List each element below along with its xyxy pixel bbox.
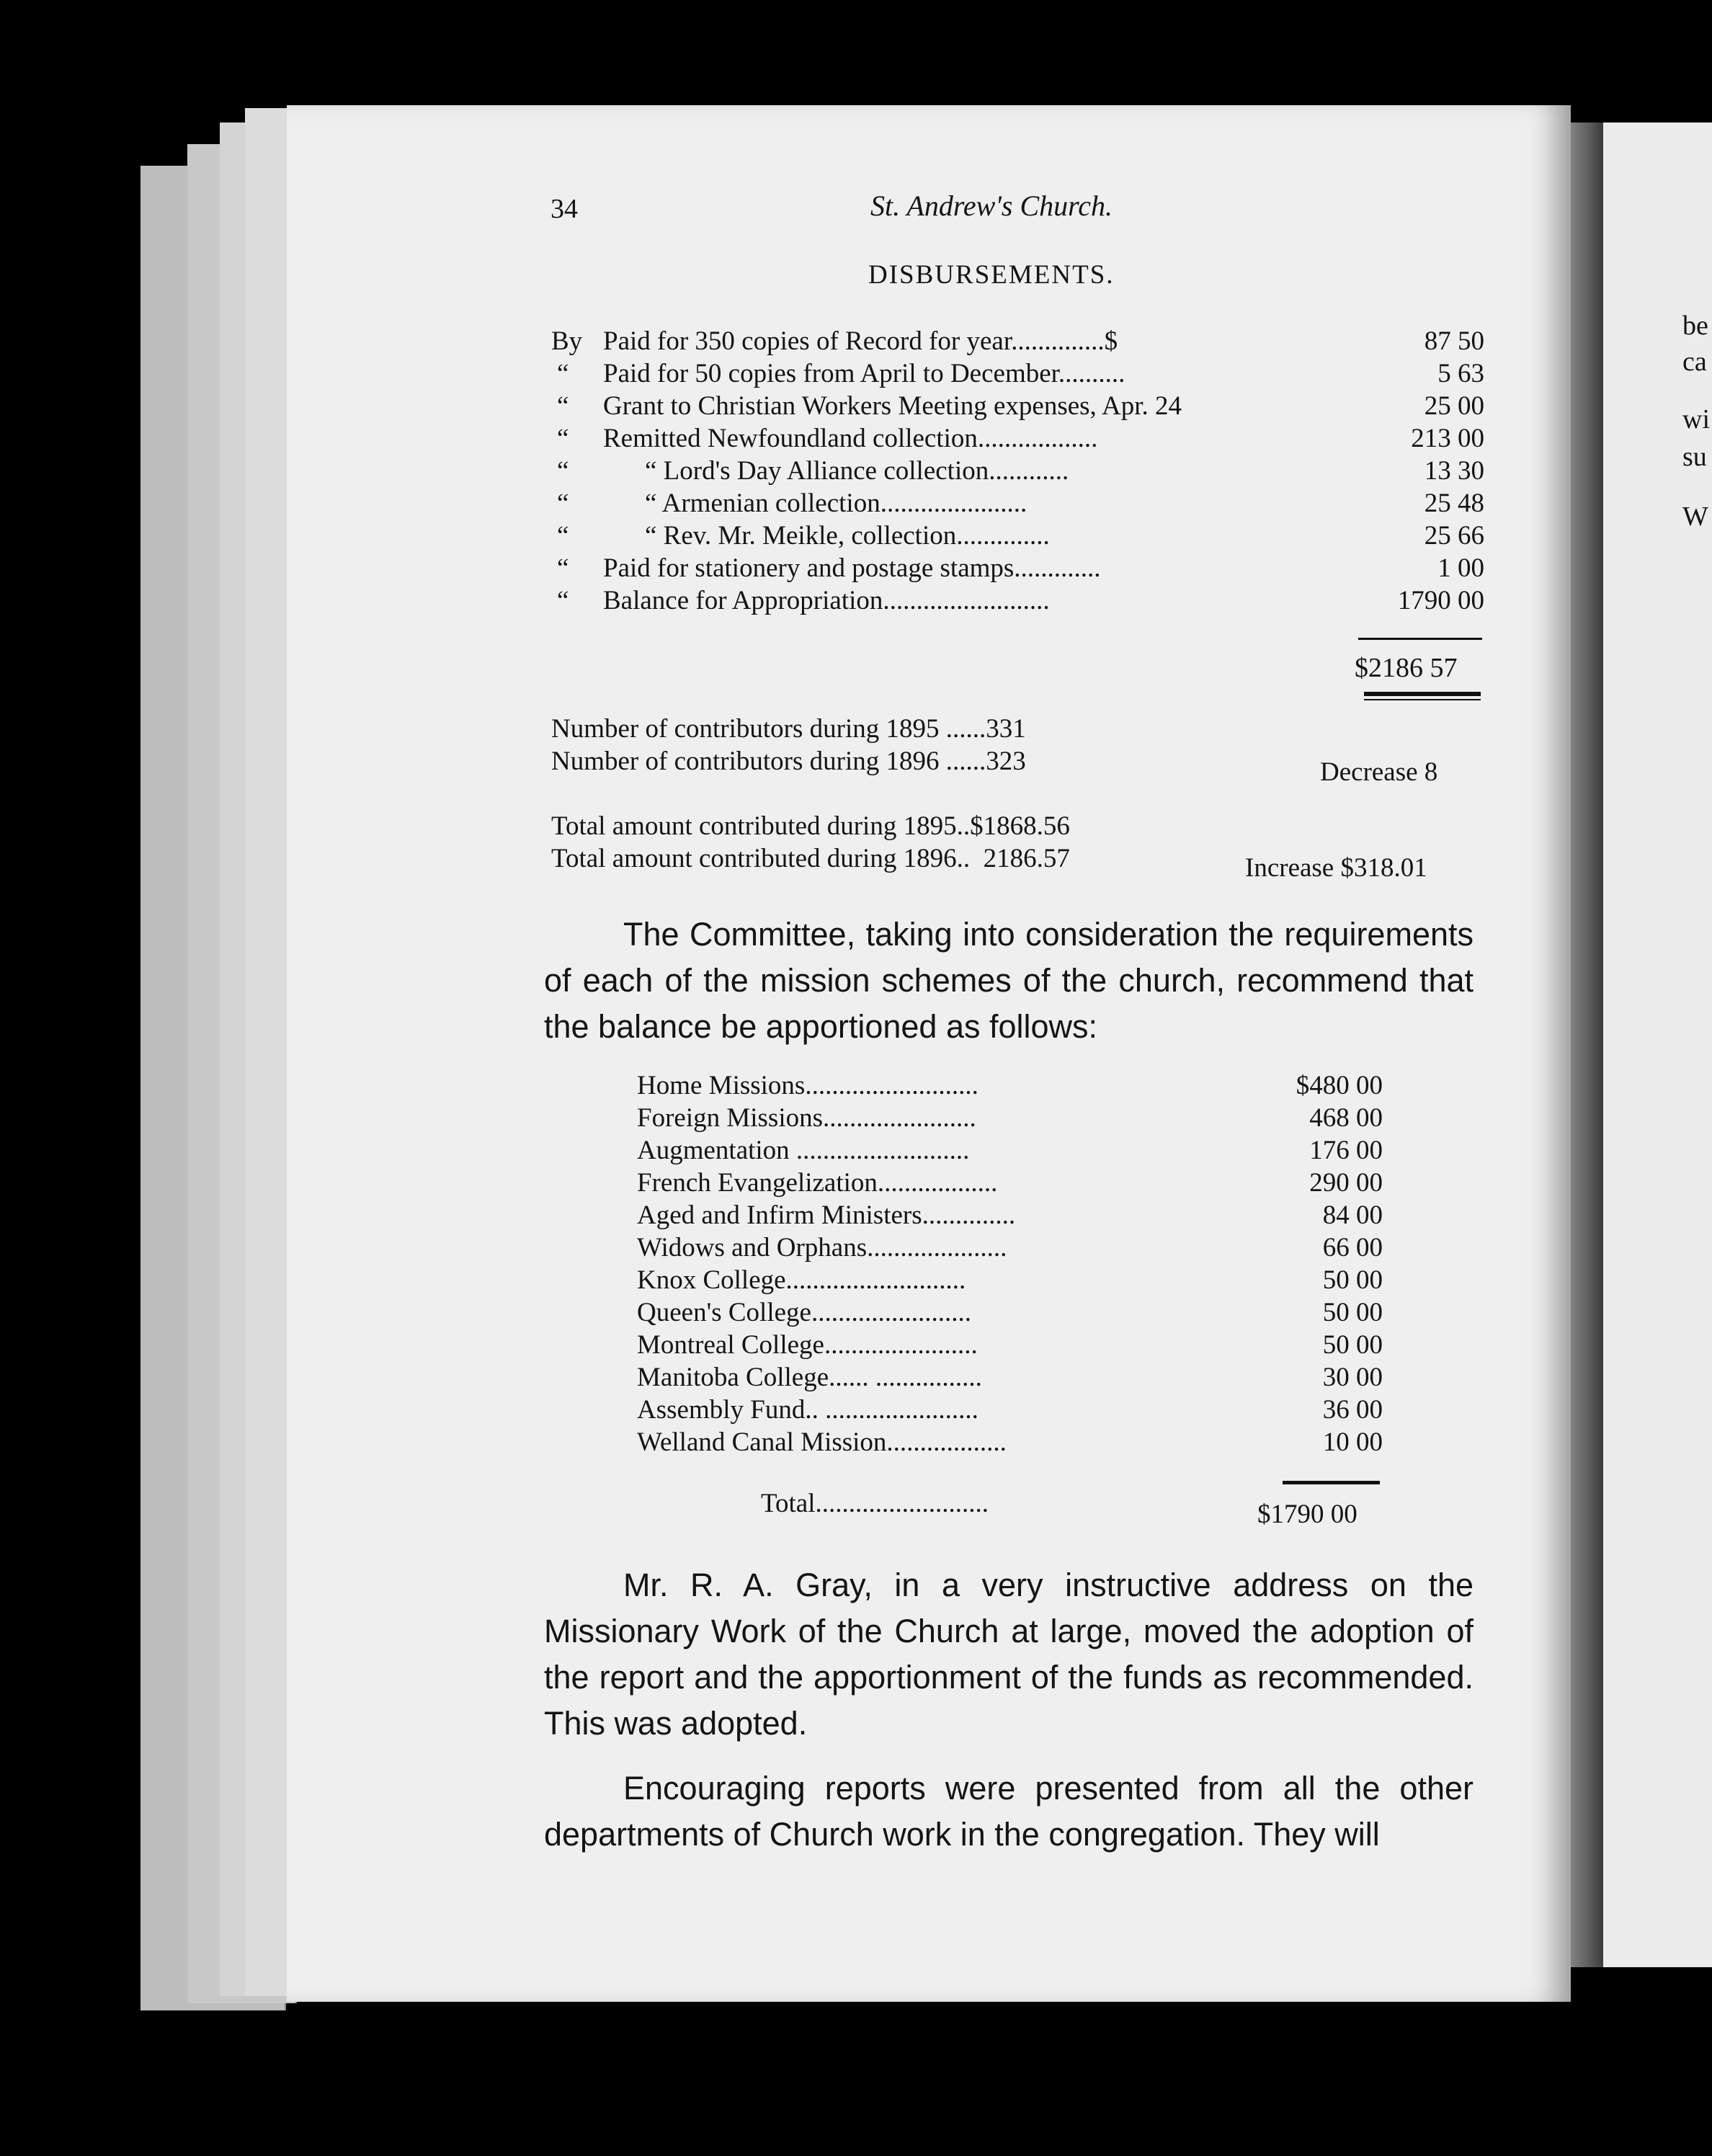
row-amount: 84 00 (1322, 1200, 1383, 1230)
row-label: Assembly Fund.. ....................... (637, 1395, 978, 1425)
row-amount: 36 00 (1322, 1395, 1383, 1425)
apportionment-row (637, 1297, 1383, 1329)
paragraph-text: Encouraging reports were presented from all the other departments of Church work in the congregation. They will (544, 1770, 1474, 1853)
double-rule (1364, 699, 1481, 700)
double-rule (1364, 692, 1481, 696)
paragraph-committee (544, 912, 1474, 1050)
running-title: St. Andrew's Church. (870, 190, 1113, 222)
paragraph-text: Mr. R. A. Gray, in a very instructive address on the Missionary Work of the Church at large, moved the adoption of the report and the apportionment of the funds as recommended. This was adopted. (544, 1567, 1474, 1742)
facing-fragment: ca (1682, 347, 1707, 377)
row-label: Manitoba College...... ................ (637, 1363, 982, 1392)
row-mark: By (551, 326, 583, 356)
row-mark: “ (557, 424, 569, 453)
amount-change: Increase $318.01 (1245, 853, 1427, 883)
row-mark: “ (557, 553, 569, 583)
row-label: Home Missions.......................... (637, 1071, 978, 1100)
row-amount: 13 30 (1424, 456, 1484, 486)
disbursement-row (551, 423, 1484, 455)
row-text: Remitted Newfoundland collection.................. (603, 424, 1098, 453)
row-amount: 25 66 (1424, 521, 1484, 551)
row-amount: 25 00 (1424, 391, 1484, 421)
apportionment-row (637, 1329, 1383, 1361)
disbursement-row (551, 585, 1484, 617)
row-text: Paid for 350 copies of Record for year..............$ (603, 326, 1118, 356)
disbursements-total: $2186 57 (1355, 653, 1458, 683)
apportionment-total-amount: $1790 00 (1257, 1500, 1357, 1529)
row-amount: 30 00 (1322, 1363, 1383, 1392)
row-amount: 50 00 (1322, 1265, 1383, 1295)
apportionment-total-label: Total.......................... (761, 1489, 989, 1518)
row-amount: 5 63 (1437, 359, 1484, 388)
paragraph-text: The Committee, taking into consideration the requirements of each of the mission schemes of the church, recommend that the balance be apportioned as follows: (544, 916, 1474, 1045)
row-amount: $480 00 (1296, 1071, 1383, 1100)
amount-1895: Total amount contributed during 1895..$1868.56 (551, 811, 1070, 841)
apportionment-row (637, 1200, 1383, 1231)
page-number: 34 (550, 194, 578, 224)
section-title: DISBURSEMENTS. (868, 260, 1115, 290)
facing-fragment: W (1682, 502, 1708, 532)
facing-page (1603, 122, 1712, 1967)
row-label: Foreign Missions....................... (637, 1103, 976, 1133)
apportionment-row (637, 1265, 1383, 1296)
row-label: Aged and Infirm Ministers.............. (637, 1200, 1016, 1230)
disbursement-row (551, 358, 1484, 390)
row-amount: 66 00 (1322, 1233, 1383, 1262)
apportionment-row (637, 1427, 1383, 1458)
row-amount: 1 00 (1437, 553, 1484, 583)
disbursement-row (551, 326, 1484, 357)
facing-fragment: wi (1682, 404, 1710, 435)
row-amount: 25 48 (1424, 489, 1484, 518)
apportionment-row (637, 1394, 1383, 1426)
paragraph-reports (544, 1765, 1474, 1858)
apportionment-row (637, 1362, 1383, 1394)
apportionment-row (637, 1232, 1383, 1264)
sum-rule (1358, 638, 1482, 640)
amount-1896: Total amount contributed during 1896.. 2186.57 (551, 844, 1070, 873)
contributors-1896: Number of contributors during 1896 ......323 (551, 747, 1026, 776)
facing-fragment: be (1682, 311, 1708, 341)
disbursement-row (551, 553, 1484, 584)
contributors-change: Decrease 8 (1320, 757, 1438, 787)
row-mark: “ (557, 489, 569, 518)
row-amount: 468 00 (1309, 1103, 1383, 1133)
row-label: Augmentation .......................... (637, 1136, 970, 1165)
row-amount: 1790 00 (1397, 586, 1484, 615)
disbursement-row (551, 488, 1484, 520)
contributors-1895: Number of contributors during 1895 ......331 (551, 714, 1026, 744)
row-text: Grant to Christian Workers Meeting expenses, Apr. 24 (603, 391, 1182, 421)
row-label: Queen's College........................ (637, 1298, 971, 1327)
apportionment-row (637, 1102, 1383, 1134)
row-text: Paid for 50 copies from April to December.......... (603, 359, 1125, 388)
apportionment-row (637, 1135, 1383, 1167)
row-amount: 176 00 (1309, 1136, 1383, 1165)
paragraph-gray (544, 1562, 1474, 1747)
row-text: Balance for Appropriation......................... (603, 586, 1050, 615)
row-amount: 87 50 (1424, 326, 1484, 356)
row-mark: “ (557, 456, 569, 486)
row-text: “ Lord's Day Alliance collection............ (645, 456, 1069, 486)
row-amount: 50 00 (1322, 1298, 1383, 1327)
row-label: Knox College........................... (637, 1265, 966, 1295)
disbursement-row (551, 455, 1484, 487)
row-text: “ Rev. Mr. Meikle, collection.............. (645, 521, 1050, 551)
row-label: Widows and Orphans..................... (637, 1233, 1007, 1262)
row-text: “ Armenian collection...................... (645, 489, 1027, 518)
row-amount: 10 00 (1322, 1427, 1383, 1457)
row-mark: “ (557, 359, 569, 388)
row-amount: 213 00 (1411, 424, 1484, 453)
row-amount: 50 00 (1322, 1330, 1383, 1360)
row-mark: “ (557, 586, 569, 615)
row-label: Welland Canal Mission.................. (637, 1427, 1007, 1457)
disbursement-row (551, 391, 1484, 422)
disbursement-row (551, 520, 1484, 552)
sum-rule (1283, 1481, 1380, 1484)
row-text: Paid for stationery and postage stamps............. (603, 553, 1101, 583)
apportionment-row (637, 1167, 1383, 1199)
row-label: French Evangelization.................. (637, 1168, 998, 1198)
row-mark: “ (557, 521, 569, 551)
row-amount: 290 00 (1309, 1168, 1383, 1198)
row-mark: “ (557, 391, 569, 421)
row-label: Montreal College....................... (637, 1330, 978, 1360)
apportionment-row (637, 1070, 1383, 1102)
facing-fragment: su (1682, 442, 1707, 472)
